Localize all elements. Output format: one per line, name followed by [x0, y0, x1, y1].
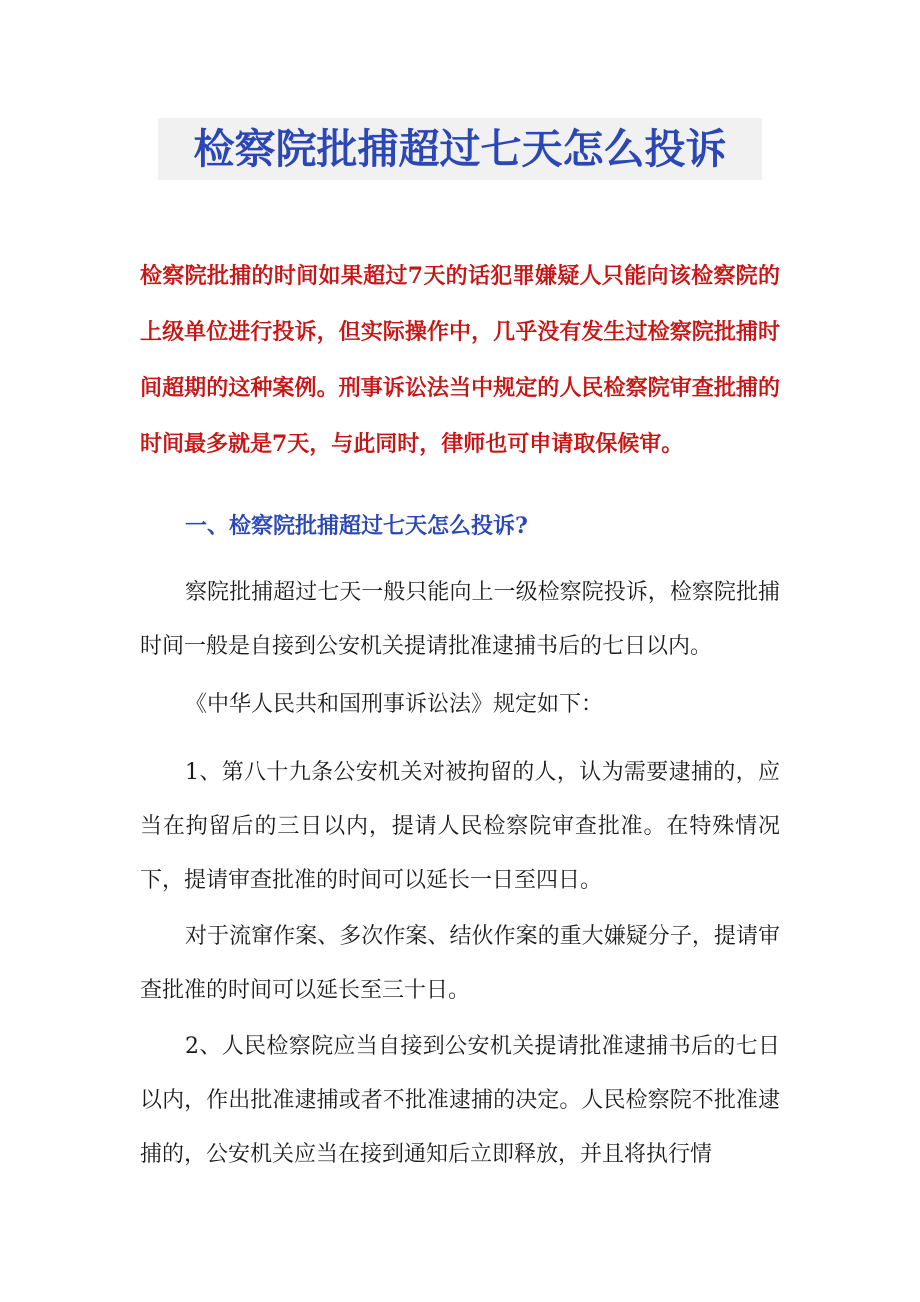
document-title: 检察院批捕超过七天怎么投诉 [158, 118, 762, 180]
body-paragraph: 《中华人民共和国刑事诉讼法》规定如下： [185, 692, 604, 717]
body-paragraph: 2、人民检察院应当自接到公安机关提请批准逮捕书后的七日以内，作出批准逮捕或者不批准逮捕的决定。人民检察院不批准逮捕的，公安机关应当在接到通知后立即释放，并且将执行情 [140, 1034, 780, 1167]
body-paragraph: 察院批捕超过七天一般只能向上一级检察院投诉，检察院批捕时间一般是自接到公安机关提请批准逮捕书后的七日以内。 [140, 580, 780, 659]
body-paragraph: 对于流窜作案、多次作案、结伙作案的重大嫌疑分子，提请审查批准的时间可以延长至三十日。 [140, 924, 780, 1003]
summary-paragraph: 检察院批捕的时间如果超过7天的话犯罪嫌疑人只能向该检察院的上级单位进行投诉，但实际操作中，几乎没有发生过检察院批捕时间超期的这种案例。刑事诉讼法当中规定的人民检察院审查批捕的时间最多就是7天，与此同时，律师也可申请取保候审。 [140, 263, 780, 457]
body-paragraph: 1、第八十九条公安机关对被拘留的人，认为需要逮捕的，应当在拘留后的三日以内，提请人民检察院审查批准。在特殊情况下，提请审查批准的时间可以延长一日至四日。 [140, 760, 780, 893]
section-heading: 一、检察院批捕超过七天怎么投诉? [185, 513, 528, 539]
